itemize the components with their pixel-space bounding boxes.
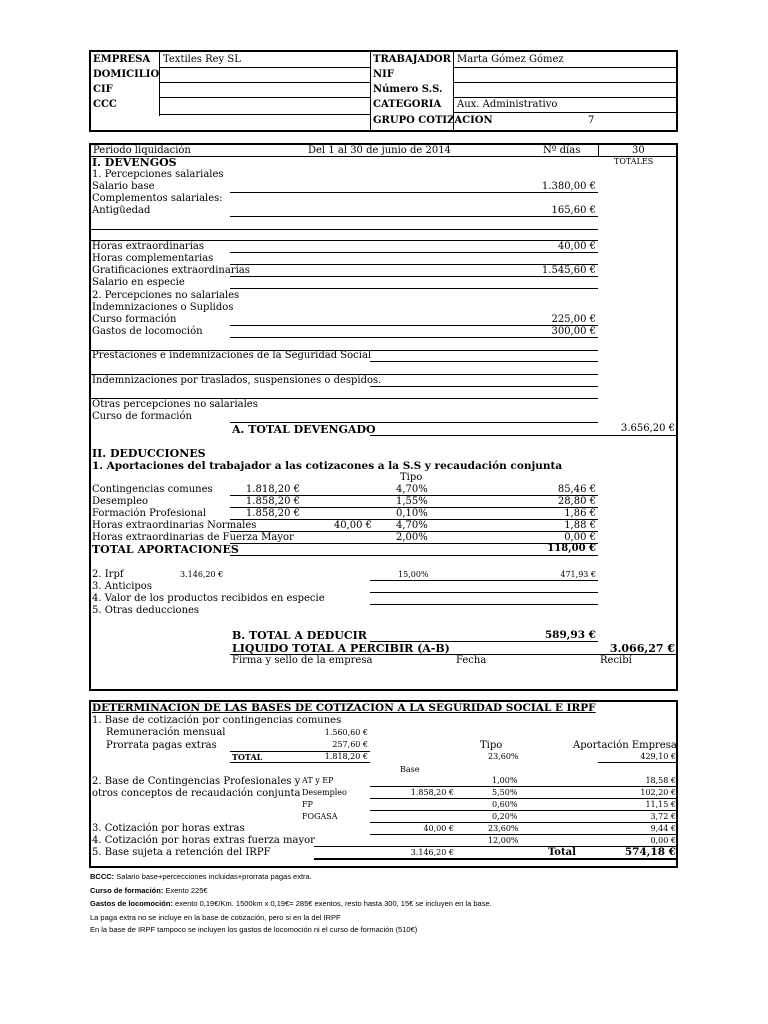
total-devengado-label: A. TOTAL DEVENGADO: [232, 423, 376, 436]
note-paga-extra: La paga extra no se incluye en la base de cotización, pero si en la del IRPF: [90, 913, 341, 922]
firma-label: Firma y sello de la empresa: [232, 655, 373, 666]
bases-row-label: FP: [302, 800, 313, 809]
percepciones-no-salariales: 2. Percepciones no salariales: [92, 290, 240, 301]
b3-importe: 9,44 €: [650, 824, 676, 833]
aportacion-label: Contingencias comunes: [92, 484, 213, 495]
liquido-value: 3.066,27 €: [609, 642, 675, 655]
salario-base-value: 1.380,00 €: [541, 181, 596, 192]
liquido-label: LIQUIDO TOTAL A PERCIBIR (A-B): [232, 642, 450, 655]
salario-base-label: Salario base: [92, 181, 155, 192]
bases-row-importe: 18,58 €: [645, 776, 676, 785]
total-aportaciones-value: 118,00 €: [547, 543, 596, 554]
curso-label: Curso formación: [92, 314, 177, 325]
b5-label: 5. Base sujeta a retención del IRPF: [92, 847, 271, 858]
ccc-label: CCC: [93, 99, 117, 110]
curso-formacion-label: Curso de formación: [92, 411, 192, 422]
deducciones-title: II. DEDUCCIONES: [92, 447, 206, 460]
bases-row-importe: 11,15 €: [645, 800, 676, 809]
prestaciones-label: Prestaciones e indemnizaciones de la Seguridad Social: [92, 350, 372, 361]
percepciones-salariales: 1. Percepciones salariales: [92, 169, 224, 180]
domicilio-label: DOMICILIO: [93, 69, 160, 80]
note-bccc-text: Salario base+percecciones incluidas+prorrata pagas extra.: [116, 872, 312, 881]
note-bccc-label: BCCC:: [90, 872, 115, 881]
bases-row-tipo: 0,60%: [492, 800, 518, 809]
rem-value: 1.560,60 €: [324, 728, 368, 737]
irpf-value: 471,93 €: [560, 570, 596, 579]
b1-label: 1. Base de cotización por contingencias comunes: [92, 715, 342, 726]
nif-label: NIF: [373, 69, 394, 80]
b2-label-b: otros conceptos de recaudación conjunta: [92, 788, 301, 799]
periodo-value: Del 1 al 30 de junio de 2014: [308, 145, 451, 156]
prorrata-label: Prorrata pagas extras: [106, 740, 217, 751]
aportacion-base: 1.818,20 €: [245, 484, 300, 495]
aportacion-label: Horas extraordinarias de Fuerza Mayor: [92, 532, 294, 543]
dias-label: Nº días: [543, 145, 581, 156]
b3-label: 3. Cotización por horas extras: [92, 823, 245, 834]
categoria-label: CATEGORIA: [373, 99, 442, 110]
aportacion-label: Horas extraordinarias Normales: [92, 520, 257, 531]
horas-extra-label: Horas extraordinarias: [92, 241, 204, 252]
aportacion-importe: 85,46 €: [557, 484, 596, 495]
total-label: TOTAL: [232, 752, 263, 762]
aportacion-base: 1.858,20 €: [245, 508, 300, 519]
bases-row-label: Desempleo: [302, 788, 347, 797]
note-gastos-text: exento 0,19€/Km. 1500km x 0,19€= 285€ exentos, resto hasta 300, 15€ se incluyen en la base.: [175, 899, 492, 908]
empresa-value: Textiles Rey SL: [163, 54, 241, 65]
gratificaciones-label: Gratificaciones extraordinarias: [92, 265, 250, 276]
empresa-label: EMPRESA: [93, 54, 151, 65]
total-value: 1.818,20 €: [324, 752, 368, 761]
categoria-value: Aux. Administrativo: [457, 99, 558, 110]
bases-row-label: FOGASA: [302, 812, 338, 821]
aportacion-importe: 28,80 €: [557, 496, 596, 507]
b3-base: 40,00 €: [423, 824, 454, 833]
bases-row-importe: 3,72 €: [650, 812, 676, 821]
irpf-tipo: 15,00%: [398, 570, 429, 579]
devengos-title: I. DEVENGOS: [92, 156, 177, 169]
total-aportaciones-label: TOTAL APORTACIONES: [92, 543, 239, 556]
base-label: Base: [400, 765, 420, 774]
horas-compl-label: Horas complementarias: [92, 253, 214, 264]
aportaciones-title: 1. Aportaciones del trabajador a las cotizacones a la S.S y recaudación conjunta: [92, 460, 563, 472]
aportacion-tipo: 0,10%: [396, 508, 428, 519]
gratificaciones-value: 1.545,60 €: [541, 265, 596, 276]
tipo-cc: 23,60%: [488, 752, 519, 761]
aportacion-importe: 1,88 €: [564, 520, 596, 531]
aport-cc: 429,10 €: [640, 752, 676, 761]
b2-label-a: 2. Base de Contingencias Profesionales y: [92, 776, 301, 787]
aportacion-label: Desempleo: [92, 496, 149, 507]
anticipos-label: 3. Anticipos: [92, 581, 152, 592]
aportacion-tipo: 2,00%: [396, 532, 428, 543]
aportacion-base: 40,00 €: [333, 520, 372, 531]
total-deducir-label: B. TOTAL A DEDUCIR: [232, 629, 367, 642]
note-gastos-label: Gastos de locomoción:: [90, 899, 173, 908]
aportacion-tipo: 1,55%: [396, 496, 428, 507]
aportacion-label: Formación Profesional: [92, 508, 207, 519]
tipo-label: Tipo: [400, 472, 423, 483]
dias-value: 30: [632, 145, 645, 156]
bases-row-tipo: 1,00%: [492, 776, 518, 785]
trabajador-label: TRABAJADOR: [373, 54, 451, 65]
indemn-traslados-label: Indemnizaciones por traslados, suspensiones o despidos.: [92, 375, 382, 386]
antiguedad-label: Antigüedad: [92, 205, 151, 216]
tipo2-label: Tipo: [480, 740, 503, 751]
cif-label: CIF: [93, 84, 113, 95]
periodo-label: Periodo liquidación: [93, 145, 191, 156]
aportacion-tipo: 4,70%: [396, 484, 428, 495]
complementos-label: Complementos salariales:: [92, 193, 223, 204]
b4-tipo: 12,00%: [488, 836, 519, 845]
note-irpf: En la base de IRPF tampoco se incluyen los gastos de locomoción ni el curso de formación (510€): [90, 925, 418, 934]
b3-tipo: 23,60%: [488, 824, 519, 833]
locomocion-value: 300,00 €: [551, 326, 596, 337]
aportacion-base: 1.858,20 €: [245, 496, 300, 507]
otras-percepciones-label: Otras percepciones no salariales: [92, 399, 258, 410]
aportacion-importe: 0,00 €: [564, 532, 596, 543]
bases-row-base: 1.858,20 €: [410, 788, 454, 797]
aportacion-importe: 1,86 €: [564, 508, 596, 519]
irpf-base: 3.146,20 €: [180, 570, 224, 579]
prorrata-value: 257,60 €: [332, 740, 368, 749]
note-curso-text: Exento 225€: [165, 886, 208, 895]
b5-base: 3.146,20 €: [410, 848, 454, 857]
horas-extra-value: 40,00 €: [557, 241, 596, 252]
totales-label: TOTALES: [614, 157, 654, 166]
indemnizaciones-label: Indemnizaciones o Suplidos: [92, 302, 234, 313]
antiguedad-value: 165,60 €: [551, 205, 596, 216]
bases-row-importe: 102,20 €: [640, 788, 676, 797]
note-curso-label: Curso de formación:: [90, 886, 164, 895]
aportacion-label: Aportación Empresa: [573, 740, 677, 751]
aportacion-tipo: 4,70%: [396, 520, 428, 531]
salario-especie-label: Salario en especie: [92, 277, 185, 288]
locomocion-label: Gastos de locomoción: [92, 326, 203, 337]
bases-row-tipo: 0,20%: [492, 812, 518, 821]
trabajador-value: Marta Gómez Gómez: [457, 54, 564, 65]
valor-productos-label: 4. Valor de los productos recibidos en especie: [92, 593, 325, 604]
total2-value: 574,18 €: [624, 846, 676, 858]
total-deducir-value: 589,93 €: [544, 629, 596, 641]
fecha-label: Fecha: [456, 655, 487, 666]
curso-value: 225,00 €: [551, 314, 596, 325]
otras-deducciones-label: 5. Otras deducciones: [92, 605, 200, 616]
grupo-value: 7: [588, 115, 595, 126]
total2-label: Total: [548, 847, 576, 858]
numero-ss-label: Número S.S.: [373, 84, 443, 95]
note-curso: [90, 886, 208, 895]
recibi-label: Recibí: [600, 655, 632, 666]
bases-row-label: AT y EP: [302, 776, 334, 785]
bases-row-tipo: 5,50%: [492, 788, 518, 797]
grupo-label: GRUPO COTIZACION: [373, 115, 493, 126]
rem-label: Remuneración mensual: [106, 727, 226, 738]
total-devengado-value: 3.656,20 €: [620, 423, 675, 434]
note-bccc: [90, 872, 312, 881]
note-gastos: [90, 899, 492, 908]
b4-importe: 0,00 €: [650, 836, 676, 845]
b4-label: 4. Cotización por horas extras fuerza mayor: [92, 835, 315, 846]
irpf-label: 2. Irpf: [92, 569, 124, 580]
bases-title: DETERMINACION DE LAS BASES DE COTIZACION A LA SEGURIDAD SOCIAL E IRPF: [92, 702, 596, 714]
